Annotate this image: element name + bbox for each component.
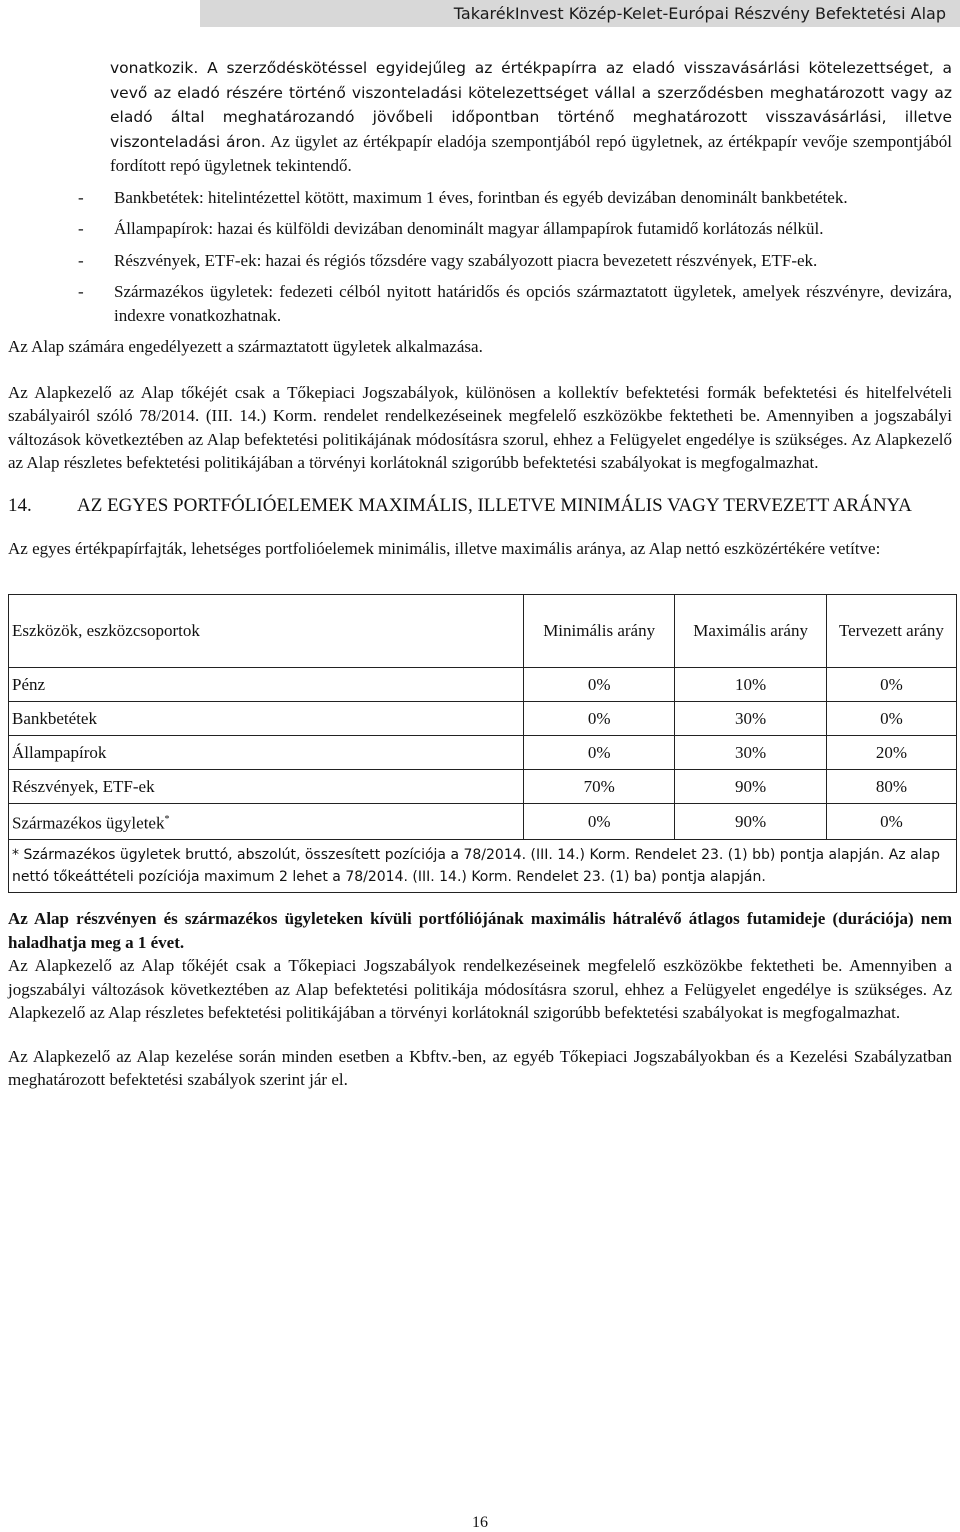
planned-ratio: 80% (826, 770, 956, 804)
derivatives-allowed: Az Alap számára engedélyezett a származtatott ügyletek alkalmazása. (8, 337, 483, 356)
min-ratio: 0% (523, 804, 674, 840)
max-ratio: 30% (675, 702, 827, 736)
col-header-planned: Tervezett arány (826, 595, 956, 668)
bullet-dash: - (78, 250, 84, 270)
planned-ratio: 0% (826, 702, 956, 736)
planned-ratio: 0% (826, 804, 956, 840)
table-row (9, 770, 957, 804)
max-ratio: 90% (675, 770, 827, 804)
section-number: 14. (8, 494, 32, 516)
table-note-row (9, 840, 957, 893)
max-ratio: 10% (675, 668, 827, 702)
bullet-text: Részvények, ETF-ek: hazai és régiós tőzsdére vagy szabályozott piacra bevezetett részvények, ETF-ek. (114, 250, 818, 270)
section-title: AZ EGYES PORTFÓLIÓELEMEK MAXIMÁLIS, ILLETVE MINIMÁLIS VAGY TERVEZETT ARÁNYA (77, 494, 912, 516)
duration-statement: Az Alap részvényen és származékos ügyleteken kívüli portfóliójának maximális hátralévő átlagos futamideje (durációja) nem haladhatja meg a 1 évet. (8, 909, 952, 952)
section-heading (8, 493, 952, 519)
asset-name (9, 804, 524, 840)
col-header-min: Minimális arány (523, 595, 674, 668)
bullet-dash: - (78, 282, 84, 301)
asset-name: Állampapírok (9, 736, 524, 770)
investment-paragraph: Az Alapkezelő az Alap tőkéjét csak a Tőkepiaci Jogszabályok, különösen a kollektív befektetési formák befektetési és hitelfelvételi szabályairól szóló 78/2014. (III. 14.) Korm. rendelet rendelkezéseinek megfelelő eszközökbe fektetheti be. Amennyiben a jogszabályi változások következtében az Alap befektetési politikájának módosításra szorul, ehhez a Felügyelet engedélye is szükséges. Az Alapkezelő az Alap részletes befektetési politikájában a törvényi korlátoknál szigorúbb befektetési szabályokat is megfogalmazhat. (8, 382, 952, 472)
asset-name: Részvények, ETF-ek (9, 770, 524, 804)
investment-paragraph-2: Az Alapkezelő az Alap tőkéjét csak a Tőkepiaci Jogszabályok rendelkezéseinek megfelelő eszközökbe fektetheti be. Amennyiben a jogszabályi változások következtében az Alap befektetési politikája módosításra szorul, ehhez a Felügyelet engedélye is szükséges. Az Alapkezelő az Alap részletes befektetési politikájában a törvényi korlátoknál szigorúbb befektetési szabályokat is megfogalmazhat. (8, 956, 952, 1023)
planned-ratio: 0% (826, 668, 956, 702)
asset-name: Pénz (9, 668, 524, 702)
bullet-text: Bankbetétek: hitelintézettel kötött, maximum 1 éves, forintban és egyéb devizában denominált bankbetétek. (114, 187, 848, 207)
min-ratio: 0% (523, 668, 674, 702)
portfolio-ratio-table (8, 594, 957, 893)
min-ratio: 0% (523, 702, 674, 736)
list-item (8, 249, 952, 273)
bullet-dash: - (78, 187, 84, 207)
asset-name: Bankbetétek (9, 702, 524, 736)
table-row (9, 668, 957, 702)
bullet-text: Származékos ügyletek: fedezeti célból nyitott határidős és opciós származtatott ügyletek, amelyek részvényre, devizára, indexre vonatkozhatnak. (114, 282, 952, 325)
intro-paragraph (8, 56, 952, 178)
min-ratio: 70% (523, 770, 674, 804)
table-header-row (9, 595, 957, 668)
footnote-asterisk: * (164, 814, 170, 825)
table-row (9, 702, 957, 736)
page-header (200, 0, 960, 27)
intro-text: vonatkozik. A szerződéskötéssel egyidejűleg az értékpapírra az eladó visszavásárlási kötelezettséget, a vevő az eladó részére történő viszonteladási kötelezettséget vállal a szerződésben meghatározott vagy az eladó által meghatározandó jövőbeli időpontban történő meghatározott visszavásárlási, illetve viszonteladási áron. (110, 59, 952, 151)
asset-name-text: Származékos ügyletek (12, 813, 165, 833)
intro-text-2: Az ügylet az értékpapír eladója szempontjából repó ügyletnek, az értékpapír vevője szempontjából fordított repó ügyletnek tekintendő. (110, 131, 953, 175)
bullet-dash: - (78, 219, 84, 238)
max-ratio: 90% (675, 804, 827, 840)
document-body (8, 56, 952, 1092)
table-footnote: * Származékos ügyletek bruttó, abszolút, összesített pozíciója a 78/2014. (III. 14.) Korm. Rendelet 23. (1) bb) pontja alapján. Az alap nettó tőkeáttételi pozíciója maximum 2 lehet a 78/2014. (III. 14.) Korm. Rendelet 23. (1) ba) pontja alapján. (9, 840, 957, 893)
header-title: TakarékInvest Közép-Kelet-Európai Részvény Befektetési Alap (453, 4, 946, 23)
planned-ratio: 20% (826, 736, 956, 770)
table-row (9, 804, 957, 840)
section-intro: Az egyes értékpapírfajták, lehetséges portfolióelemek minimális, illetve maximális aránya, az Alap nettó eszközértékére vetítve: (8, 538, 881, 558)
table-row (9, 736, 957, 770)
list-item (8, 217, 952, 241)
col-header-assets: Eszközök, eszközcsoportok (9, 595, 524, 668)
col-header-max: Maximális arány (675, 595, 827, 668)
list-item (8, 280, 952, 327)
list-item (8, 186, 952, 210)
kbftv-paragraph: Az Alapkezelő az Alap kezelése során minden esetben a Kbftv.-ben, az egyéb Tőkepiaci Jogszabályokban és a Kezelési Szabályzatban meghatározott befektetési szabályok szerint jár el. (8, 1046, 952, 1090)
bullet-text: Állampapírok: hazai és külföldi devizában denominált magyar állampapírok futamidő korlátozás nélkül. (114, 219, 824, 238)
page-number: 16 (472, 1514, 488, 1531)
max-ratio: 30% (675, 736, 827, 770)
min-ratio: 0% (523, 736, 674, 770)
